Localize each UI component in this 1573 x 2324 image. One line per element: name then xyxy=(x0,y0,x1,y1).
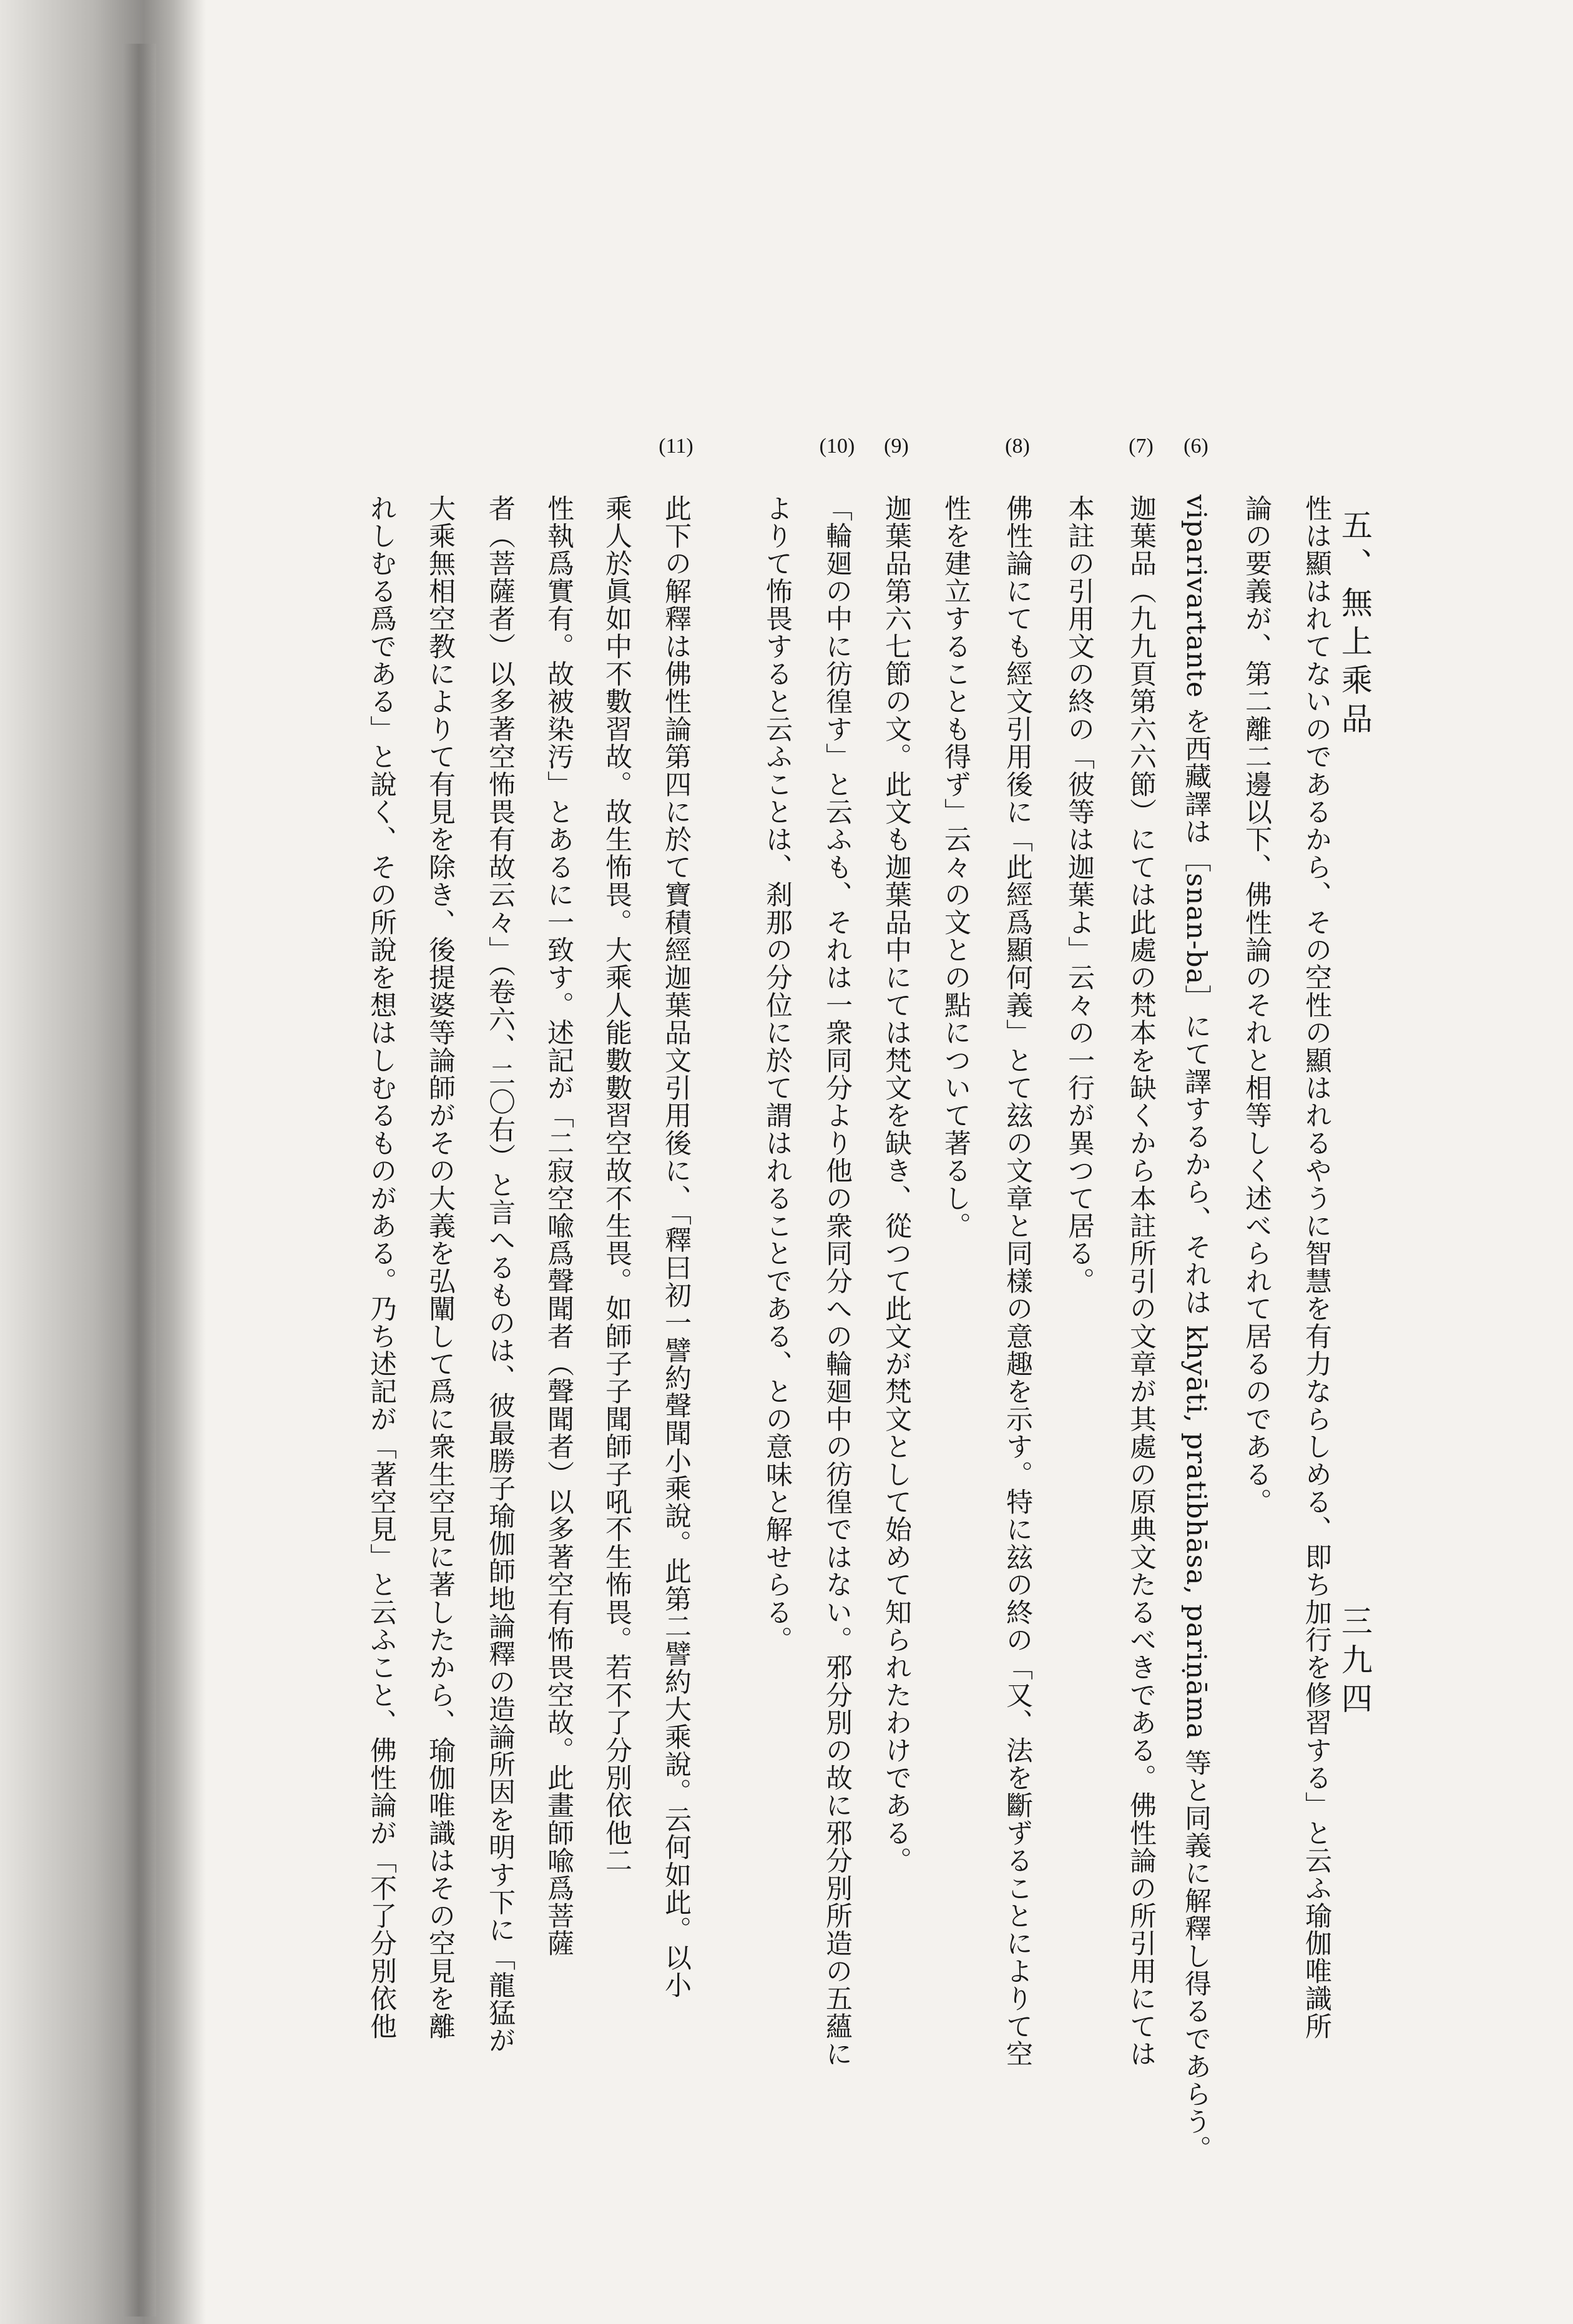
note-line: よりて怖畏すると云ふことは、刹那の分位に於て謂はれることである、との意味と解せらる。 xyxy=(762,495,793,1654)
note-marker: (8) xyxy=(1005,435,1030,458)
note-line: 佛性論にても經文引用後に「此經爲顯何義」とて玆の文章と同樣の意趣を示す。特に玆の終の「又、法を斷ずることによりて空 xyxy=(1002,495,1033,2068)
note-line: 迦葉品第六七節の文。此文も迦葉品中にては梵文を缺き、從つて此文が梵文として始めて知られたわけである。 xyxy=(881,495,912,1874)
binding-gutter-shadow xyxy=(0,0,206,2324)
note-line: 論の要義が、第二離二邊以下、佛性論のそれと相等しく述べられて居るのである。 xyxy=(1241,495,1272,1516)
note-marker: (9) xyxy=(884,435,909,458)
note-marker: (6) xyxy=(1183,435,1208,458)
note-line: 者（菩薩者）以多著空怖畏有故云々」（卷六、二〇右）と言へるものは、彼最勝子瑜伽師地論釋の造論所因を明す下に「龍猛が xyxy=(484,495,516,2054)
note-line: 性執爲實有。故被染汚」とあるに一致す。述記が「二寂空喩爲聲聞者（聲聞者）以多著空有怖畏空故。此畫師喩爲菩薩 xyxy=(543,495,574,1957)
note-line: 本註の引用文の終の「彼等は迦葉よ」云々の一行が異つて居る。 xyxy=(1064,495,1095,1295)
note-line: 「輪廻の中に彷徨す」と云ふも、それは一衆同分より他の衆同分への輪廻中の彷徨ではない。邪分別の故に邪分別所造の五蘊に xyxy=(821,495,853,2068)
page-number: 三九四 xyxy=(1336,1605,1373,1721)
note-marker: (10) xyxy=(819,435,855,458)
note-marker: (11) xyxy=(659,435,693,458)
note-line: 此下の解釋は佛性論第四に於て寶積經迦葉品文引用後に、「釋曰初一譬約聲聞小乘說。此第二譬約大乘說。云何如此。以小 xyxy=(660,495,692,1999)
note-line: 性を建立することも得ず」云々の文との點について著るし。 xyxy=(940,495,971,1240)
note-line: 迦葉品（九九頁第六六節）にては此處の梵本を缺くから本註所引の文章が其處の原典文たるべきである。佛性論の所引用にては xyxy=(1125,495,1157,2068)
note-line: viparivartante を西藏譯は［snan-ba］にて譯するから、それは khyāti, pratibhāsa, pariṇāma 等と同義に解釋し得るであらう。 xyxy=(1180,495,1212,2164)
note-line: 大乘無相空教によりて有見を除き、後提婆等論師がその大義を弘闡して爲に衆生空見に著したから、瑜伽唯識はその空見を離 xyxy=(424,495,456,2041)
note-line: れしむる爲である」と說く、その所說を想はしむるものがある。乃ち述記が「著空見」と云ふこと、佛性論が「不了分別依他 xyxy=(366,495,397,2041)
note-line: 乘人於眞如中不數習故。故生怖畏。大乘人能數數習空故不生畏。如師子子聞師子吼不生怖畏。若不了分別依他二 xyxy=(601,495,632,1874)
page-header-title: 五、無上乘品 xyxy=(1336,509,1373,741)
note-line: 性は顯はれてないのであるから、その空性の顯はれるやうに智慧を有力ならしめる、即ち加行を修習する」と云ふ瑜伽唯識所 xyxy=(1301,495,1332,2041)
note-marker: (7) xyxy=(1129,435,1154,458)
binding-gutter-band xyxy=(122,44,156,2317)
